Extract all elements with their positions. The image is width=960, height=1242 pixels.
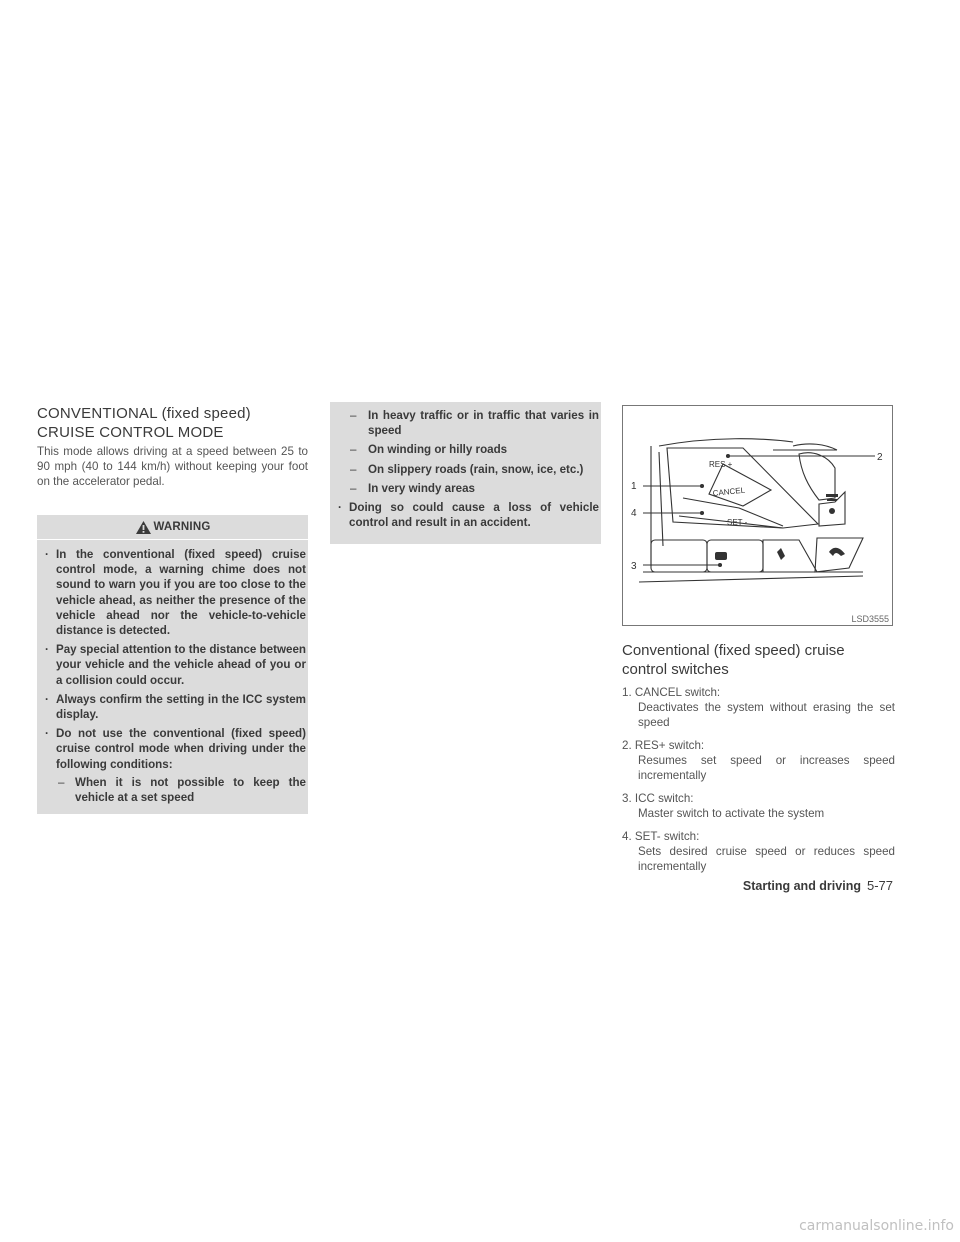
section-heading-line2: CRUISE CONTROL MODE: [37, 424, 224, 441]
switch-item: [622, 829, 895, 874]
steering-switch-illustration: [622, 405, 893, 626]
condition-text: When it is not possible to keep the vehicle at a set speed: [75, 775, 306, 805]
warning-bullet-text: Always confirm the setting in the ICC system display.: [56, 692, 306, 722]
callout-3: 3: [631, 561, 637, 572]
warning-label: WARNING: [153, 521, 211, 533]
condition-item: – When it is not possible to keep the vehicle at a set speed: [58, 775, 306, 805]
figure-code: LSD3555: [851, 614, 889, 624]
intro-paragraph: This mode allows driving at a speed between 25 to 90 mph (40 to 144 km/h) without keeping your foot on the accelerator pedal.: [37, 445, 308, 488]
switch-item: [622, 738, 895, 783]
warning-bullet-text: Doing so could cause a loss of vehicle control and result in an accident.: [349, 501, 599, 530]
warning-bullet-list-continued: [330, 402, 601, 530]
switch-description: Master switch to activate the system: [638, 807, 825, 820]
condition-text: On winding or hilly roads: [368, 443, 508, 457]
switch-name: 1. CANCEL switch:: [622, 686, 721, 699]
warning-header: [37, 515, 308, 539]
warning-bullet: · Always confirm the setting in the ICC system display.: [45, 692, 306, 722]
callout-1: 1: [631, 481, 637, 492]
warning-bullet: · Doing so could cause a loss of vehicle control and result in an accident.: [338, 501, 599, 530]
page-number: 5-77: [866, 878, 893, 893]
condition-item: – On winding or hilly roads: [350, 443, 508, 457]
footer-section-title: Starting and driving: [742, 879, 861, 893]
switch-name: 2. RES+ switch:: [622, 739, 705, 752]
page-footer: [743, 878, 893, 893]
condition-text: On slippery roads (rain, snow, ice, etc.): [368, 462, 584, 476]
switch-description: Resumes set speed or increases speed incrementally: [638, 754, 895, 782]
warning-bullet: · In the conventional (fixed speed) cruise control mode, a warning chime does not sound to warn you if you are too close to the vehicle ahead, as neither the presence of the vehicle ahead nor the vehicle-to-vehicle distance is detected.: [45, 548, 306, 638]
res-label: RES +: [709, 460, 733, 469]
cancel-label: CANCEL: [712, 485, 746, 498]
watermark: carmanualsonline.info: [799, 1218, 954, 1234]
switch-description: Sets desired cruise speed or reduces speed incrementally: [638, 845, 895, 873]
switch-item: [622, 791, 895, 821]
switch-name: 4. SET- switch:: [622, 830, 700, 843]
warning-bullet-text: Pay special attention to the distance between your vehicle and the vehicle ahead of you or a collision could occur.: [56, 643, 306, 687]
warning-bullet-text: Do not use the conventional (fixed speed) cruise control mode when driving under the following conditions:: [56, 727, 306, 771]
switch-diagram: [623, 406, 892, 625]
switch-item: [622, 685, 895, 730]
condition-list: [56, 775, 306, 805]
condition-text: In very windy areas: [368, 481, 475, 495]
warning-box-continued: [330, 402, 601, 544]
condition-list-continued: [330, 408, 599, 496]
section-heading-line1: CONVENTIONAL (fixed speed): [37, 405, 251, 422]
set-label: SET -: [727, 518, 748, 527]
condition-item: – In very windy areas: [350, 481, 475, 495]
warning-triangle-icon: [135, 520, 152, 535]
condition-item: – In heavy traffic or in traffic that varies in speed: [350, 409, 599, 438]
condition-item: – On slippery roads (rain, snow, ice, etc.): [350, 462, 584, 476]
warning-bullet: · Do not use the conventional (fixed speed) cruise control mode when driving under the following conditions: – When it is not possible to keep the vehicle at a set speed: [45, 727, 306, 805]
section-heading: [37, 404, 308, 442]
warning-bullet-text: In the conventional (fixed speed) cruise control mode, a warning chime does not sound to warn you if you are too close to the vehicle ahead, as neither the presence of the vehicle ahead nor the vehicle-to-vehicle distance is detected.: [56, 548, 306, 638]
condition-text: In heavy traffic or in traffic that varies in speed: [368, 409, 599, 438]
switches-heading-line1: Conventional (fixed speed) cruise: [622, 642, 845, 659]
switch-name: 3. ICC switch:: [622, 792, 694, 805]
switches-heading: [622, 641, 895, 679]
switch-description: Deactivates the system without erasing the set speed: [638, 701, 895, 729]
callout-4: 4: [631, 508, 637, 519]
warning-bullet-list: [37, 540, 308, 805]
switch-list: [622, 685, 895, 882]
warning-box: [37, 515, 308, 814]
switches-heading-line2: control switches: [622, 661, 729, 678]
callout-2: 2: [877, 452, 883, 463]
warning-bullet: · Pay special attention to the distance between your vehicle and the vehicle ahead of you or a collision could occur.: [45, 643, 306, 687]
